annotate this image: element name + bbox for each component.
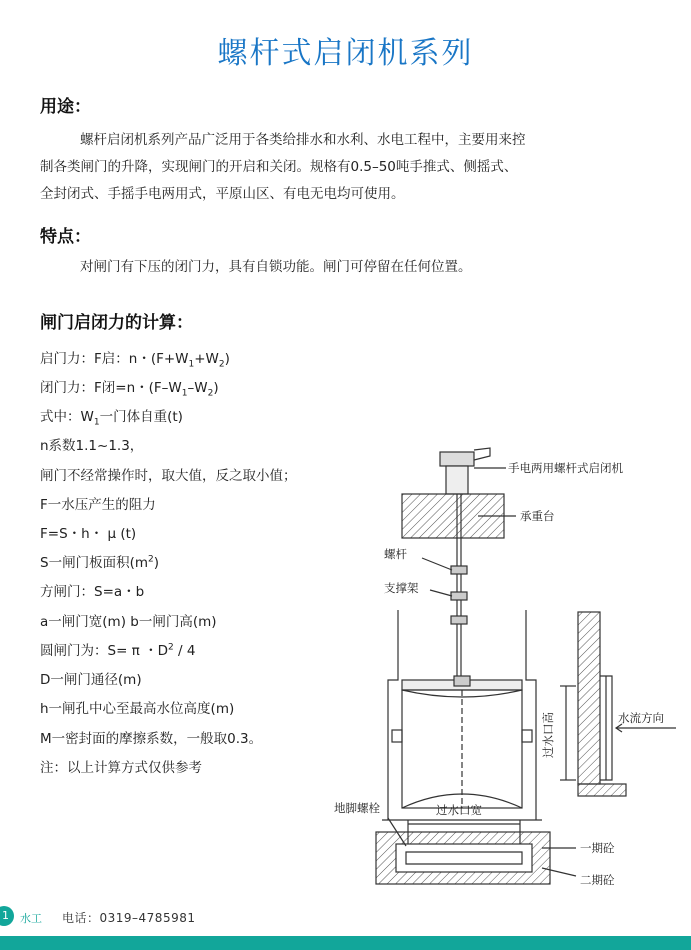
subscript-2: 2 xyxy=(207,388,214,399)
weight-suffix: 一门体自重(t) xyxy=(99,409,183,425)
superscript-2: 2 xyxy=(148,554,154,565)
hoist-handwheel xyxy=(440,452,474,466)
round-suffix: / 4 xyxy=(173,643,196,659)
ab-definition: a一闸门宽(m) b一闸门高(m) xyxy=(40,614,217,630)
calc-heading: 闸门启闭力的计算： xyxy=(40,313,193,333)
label-platform: 承重台 xyxy=(520,509,555,523)
label-bracket: 支撑架 xyxy=(384,581,419,595)
footer xyxy=(0,906,691,930)
close-force-prefix: 闭门力：F闭=n・(F–W xyxy=(40,380,182,396)
gate-frame-left xyxy=(388,630,398,820)
open-force-mid: +W xyxy=(194,351,219,367)
footer-bar xyxy=(0,936,691,950)
close-force-mid: –W xyxy=(187,380,208,396)
f-definition: F一水压产生的阻力 xyxy=(40,497,156,513)
usage-line-3: 全封闭式、手摇手电两用式，平原山区、有电无电均可使用。 xyxy=(40,186,405,202)
m-definition: M一密封面的摩擦系数，一般取0.3。 xyxy=(40,731,263,747)
screw-hoist-diagram xyxy=(330,440,691,910)
round-gate-formula xyxy=(40,639,195,659)
label-concrete-1: 一期砼 xyxy=(580,841,615,855)
subscript-1: 1 xyxy=(181,388,188,399)
hoist-crank xyxy=(474,448,490,460)
label-concrete-2: 二期砼 xyxy=(580,873,615,887)
page-title: 螺杆式启闭机系列 xyxy=(217,36,474,71)
gate-lift-lug xyxy=(454,676,470,686)
hoist-body xyxy=(446,466,468,494)
h-definition: h一闸孔中心至最高水位高度(m) xyxy=(40,701,235,717)
superscript-2: 2 xyxy=(168,642,174,653)
features-text: 对闸门有下压的闭门力，具有自锁功能。闸门可停留在任何位置。 xyxy=(80,259,472,275)
footer-phone: 电话：0319–4785981 xyxy=(62,911,196,925)
close-force-formula xyxy=(40,376,219,399)
n-coefficient: n系数1.1~1.3， xyxy=(40,438,144,454)
footer-brand: 水工 xyxy=(20,912,42,925)
label-machine: 手电两用螺杆式启闭机 xyxy=(508,461,623,475)
usage-line-1: 螺杆启闭机系列产品广泛用于各类给排水和水利、水电工程中，主要用来控 xyxy=(80,132,526,148)
gate-frame-right xyxy=(526,630,536,820)
open-force-suffix: ) xyxy=(224,351,230,367)
screw-nut xyxy=(451,566,467,574)
usage-heading: 用途： xyxy=(40,97,91,117)
side-base-section xyxy=(578,784,626,796)
weight-prefix: 式中：W xyxy=(40,409,94,425)
features-heading: 特点： xyxy=(40,227,91,247)
n-note: 闸门不经常操作时，取大值，反之取小值； xyxy=(40,468,297,484)
usage-line-2: 制各类闸门的升降，实现闸门的开启和关闭。规格有0.5–50吨手推式、侧摇式、 xyxy=(40,159,518,175)
s-definition xyxy=(40,551,159,571)
f-formula: F=S・h・ μ (t) xyxy=(40,526,137,542)
s-suffix: ) xyxy=(153,555,160,571)
page-number: 1 xyxy=(0,906,14,926)
square-gate-formula: 方闸门：S=a・b xyxy=(40,584,145,600)
bracket-lower xyxy=(451,616,467,624)
d-definition: D一闸门通径(m) xyxy=(40,672,142,688)
subscript-2: 2 xyxy=(218,359,225,370)
open-force-prefix: 启门力：F启：n・(F+W xyxy=(40,351,189,367)
open-force-formula xyxy=(40,347,230,370)
usage-paragraph xyxy=(40,127,650,208)
subscript-1: 1 xyxy=(93,417,100,428)
label-flow-direction: 水流方向 xyxy=(618,711,664,725)
label-opening-height: 过水口高 xyxy=(541,712,555,758)
round-prefix: 圆闸门为：S= π ・D xyxy=(40,643,168,659)
label-anchor-bolt: 地脚螺栓 xyxy=(334,801,380,815)
close-force-suffix: ) xyxy=(213,380,219,396)
label-screw: 螺杆 xyxy=(384,547,407,561)
bracket-upper xyxy=(451,592,467,600)
subscript-1: 1 xyxy=(188,359,195,370)
side-wall-section xyxy=(578,612,600,784)
s-prefix: S一闸门板面积(m xyxy=(40,555,148,571)
calc-note: 注：以上计算方式仅供参考 xyxy=(40,760,202,776)
weight-definition xyxy=(40,405,183,428)
label-opening-width: 过水口宽 xyxy=(436,803,482,817)
